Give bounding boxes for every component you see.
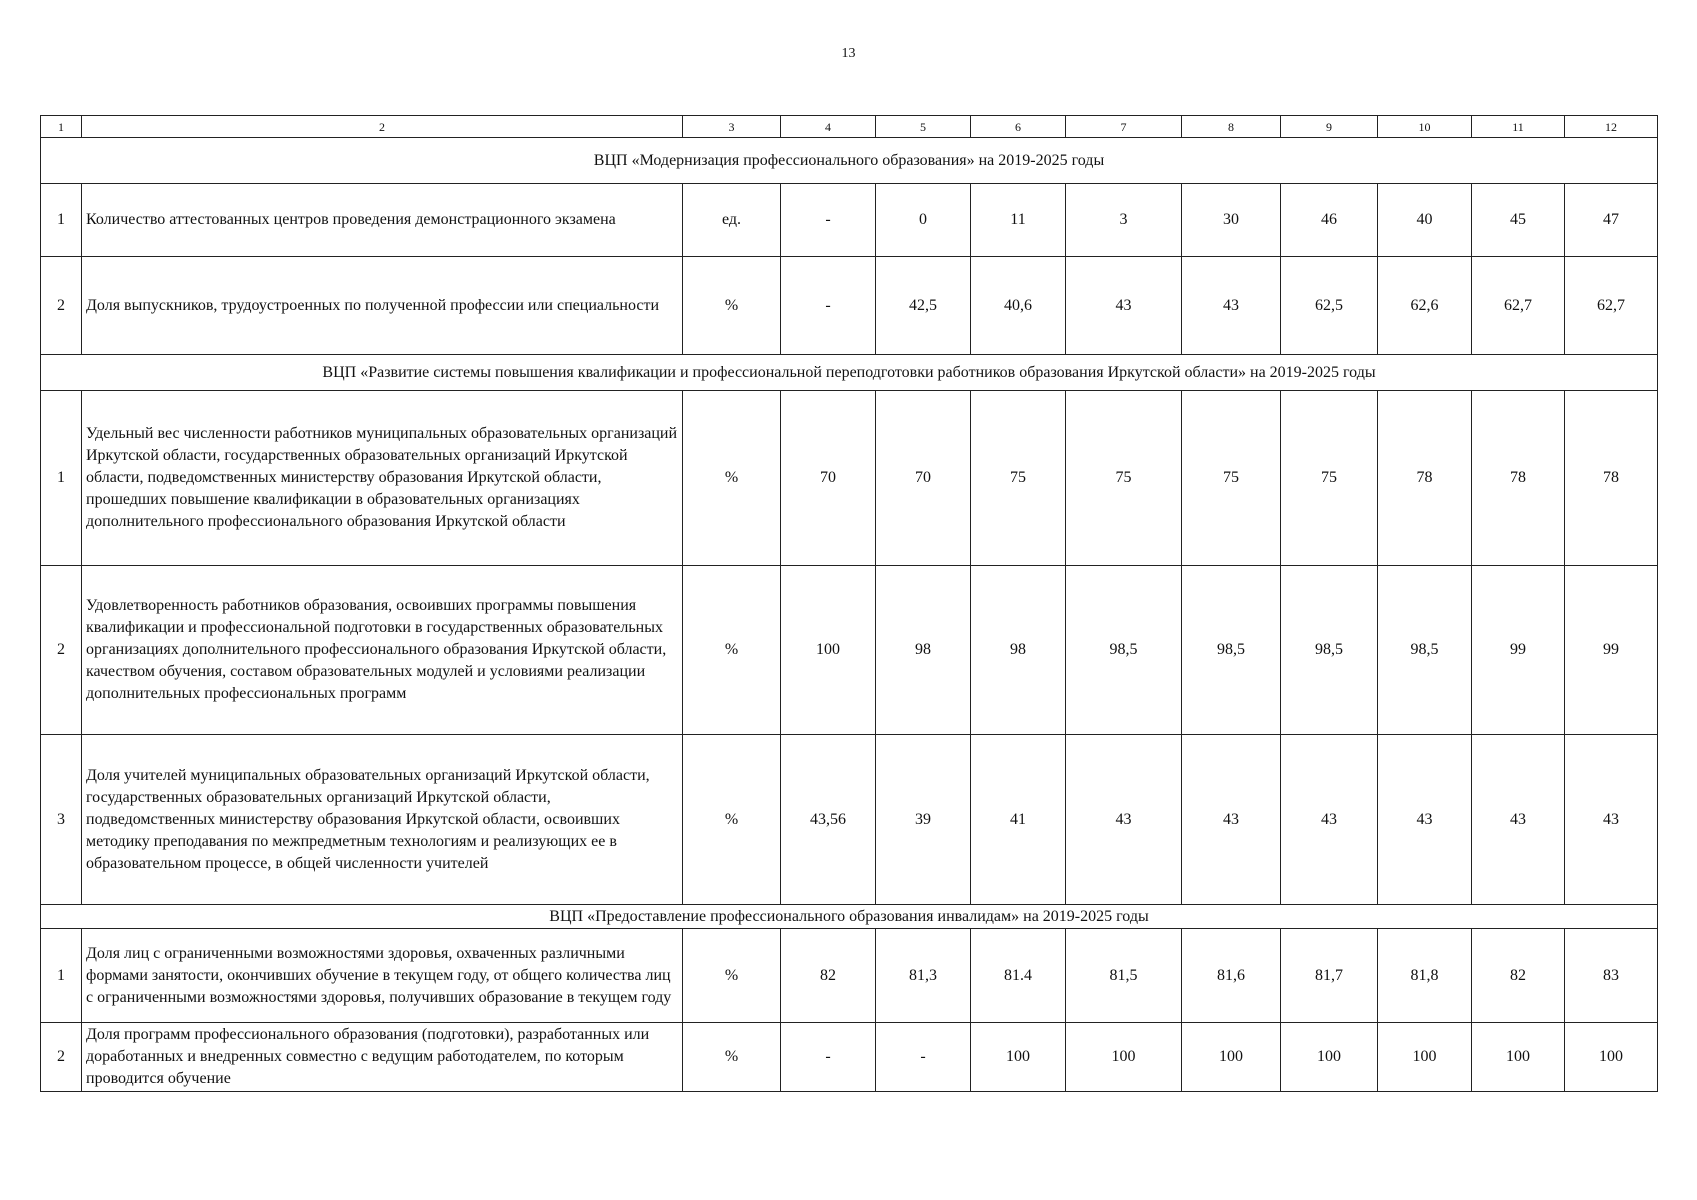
value-cell: 98 xyxy=(876,566,971,735)
value-cell: - xyxy=(781,1023,876,1092)
value-cell: 3 xyxy=(1066,184,1182,257)
table-row xyxy=(41,566,1658,735)
column-header: 6 xyxy=(971,116,1066,138)
value-cell: 62,7 xyxy=(1565,257,1658,355)
value-cell: 78 xyxy=(1378,391,1472,566)
value-cell: 0 xyxy=(876,184,971,257)
unit-cell: % xyxy=(683,1023,781,1092)
value-cell: 100 xyxy=(1565,1023,1658,1092)
indicator-name: Доля программ профессионального образования (подготовки), разработанных или доработанных и внедренных совместно с ведущим работодателем, по которым проводится обучение xyxy=(82,1023,683,1092)
section-title: ВЦП «Развитие системы повышения квалификации и профессиональной переподготовки работников образования Иркутской области» на 2019-2025 годы xyxy=(41,355,1658,391)
value-cell: 100 xyxy=(781,566,876,735)
table-row xyxy=(41,1023,1658,1092)
value-cell: 43 xyxy=(1182,257,1281,355)
column-header: 12 xyxy=(1565,116,1658,138)
value-cell: 99 xyxy=(1472,566,1565,735)
value-cell: 81,5 xyxy=(1066,929,1182,1023)
value-cell: 43 xyxy=(1066,257,1182,355)
indicators-table xyxy=(40,115,1658,1092)
value-cell: 98 xyxy=(971,566,1066,735)
indicator-name: Доля выпускников, трудоустроенных по полученной профессии или специальности xyxy=(82,257,683,355)
value-cell: 81,6 xyxy=(1182,929,1281,1023)
table-row xyxy=(41,391,1658,566)
column-number-row xyxy=(41,116,1658,138)
value-cell: 45 xyxy=(1472,184,1565,257)
value-cell: 42,5 xyxy=(876,257,971,355)
section-title: ВЦП «Модернизация профессионального образования» на 2019-2025 годы xyxy=(41,138,1658,184)
unit-cell: % xyxy=(683,929,781,1023)
value-cell: 98,5 xyxy=(1066,566,1182,735)
column-header: 5 xyxy=(876,116,971,138)
value-cell: 43 xyxy=(1378,735,1472,905)
value-cell: 100 xyxy=(1281,1023,1378,1092)
value-cell: 62,5 xyxy=(1281,257,1378,355)
value-cell: 70 xyxy=(876,391,971,566)
column-header: 2 xyxy=(82,116,683,138)
value-cell: 100 xyxy=(1182,1023,1281,1092)
unit-cell: % xyxy=(683,391,781,566)
column-header: 1 xyxy=(41,116,82,138)
value-cell: 46 xyxy=(1281,184,1378,257)
column-header: 7 xyxy=(1066,116,1182,138)
value-cell: 43 xyxy=(1565,735,1658,905)
value-cell: 62,6 xyxy=(1378,257,1472,355)
row-number: 2 xyxy=(41,1023,82,1092)
value-cell: 81,7 xyxy=(1281,929,1378,1023)
row-number: 2 xyxy=(41,257,82,355)
value-cell: 100 xyxy=(1066,1023,1182,1092)
indicator-name: Удовлетворенность работников образования, освоивших программы повышения квалификации и профессиональной подготовки в государственных образовательных организациях дополнительного профессионального образования Иркутской области, качеством обучения, составом образовательных модулей и условиями реализации дополнительных профессиональных программ xyxy=(82,566,683,735)
value-cell: - xyxy=(781,184,876,257)
value-cell: 78 xyxy=(1565,391,1658,566)
value-cell: 81,8 xyxy=(1378,929,1472,1023)
value-cell: 43 xyxy=(1472,735,1565,905)
value-cell: 39 xyxy=(876,735,971,905)
value-cell: 70 xyxy=(781,391,876,566)
section-header-row xyxy=(41,138,1658,184)
table-row xyxy=(41,184,1658,257)
section-title: ВЦП «Предоставление профессионального образования инвалидам» на 2019-2025 годы xyxy=(41,905,1658,929)
table-row xyxy=(41,257,1658,355)
value-cell: 43 xyxy=(1182,735,1281,905)
value-cell: 43 xyxy=(1066,735,1182,905)
indicator-name: Доля лиц с ограниченными возможностями здоровья, охваченных различными формами занятости, окончивших обучение в текущем году, от общего количества лиц с ограниченными возможностями здоровья, получивших образование в текущем году xyxy=(82,929,683,1023)
value-cell: 30 xyxy=(1182,184,1281,257)
column-header: 10 xyxy=(1378,116,1472,138)
value-cell: 41 xyxy=(971,735,1066,905)
unit-cell: ед. xyxy=(683,184,781,257)
value-cell: 75 xyxy=(1281,391,1378,566)
value-cell: - xyxy=(781,257,876,355)
value-cell: 82 xyxy=(1472,929,1565,1023)
value-cell: 99 xyxy=(1565,566,1658,735)
section-header-row xyxy=(41,905,1658,929)
table-row xyxy=(41,735,1658,905)
table-row xyxy=(41,929,1658,1023)
page-number: 13 xyxy=(841,46,856,61)
value-cell: 98,5 xyxy=(1378,566,1472,735)
column-header: 11 xyxy=(1472,116,1565,138)
value-cell: 43,56 xyxy=(781,735,876,905)
value-cell: 100 xyxy=(1378,1023,1472,1092)
value-cell: - xyxy=(876,1023,971,1092)
value-cell: 81.4 xyxy=(971,929,1066,1023)
value-cell: 43 xyxy=(1281,735,1378,905)
value-cell: 11 xyxy=(971,184,1066,257)
value-cell: 40 xyxy=(1378,184,1472,257)
unit-cell: % xyxy=(683,257,781,355)
row-number: 1 xyxy=(41,929,82,1023)
value-cell: 100 xyxy=(971,1023,1066,1092)
unit-cell: % xyxy=(683,566,781,735)
value-cell: 75 xyxy=(971,391,1066,566)
column-header: 8 xyxy=(1182,116,1281,138)
column-header: 9 xyxy=(1281,116,1378,138)
indicator-name: Удельный вес численности работников муниципальных образовательных организаций Иркутской области, государственных образовательных организаций Иркутской области, подведомственных министерству образования Иркутской области, прошедших повышение квалификации в образовательных организациях дополнительного профессионального образования Иркутской области xyxy=(82,391,683,566)
value-cell: 62,7 xyxy=(1472,257,1565,355)
value-cell: 75 xyxy=(1182,391,1281,566)
indicator-name: Количество аттестованных центров проведения демонстрационного экзамена xyxy=(82,184,683,257)
value-cell: 78 xyxy=(1472,391,1565,566)
value-cell: 98,5 xyxy=(1281,566,1378,735)
value-cell: 83 xyxy=(1565,929,1658,1023)
value-cell: 81,3 xyxy=(876,929,971,1023)
value-cell: 47 xyxy=(1565,184,1658,257)
value-cell: 82 xyxy=(781,929,876,1023)
value-cell: 98,5 xyxy=(1182,566,1281,735)
indicator-name: Доля учителей муниципальных образовательных организаций Иркутской области, государственных образовательных организаций Иркутской области, подведомственных министерству образования Иркутской области, освоивших методику преподавания по межпредметным технологиям и реализующих ее в образовательном процессе, в общей численности учителей xyxy=(82,735,683,905)
row-number: 1 xyxy=(41,184,82,257)
row-number: 1 xyxy=(41,391,82,566)
value-cell: 40,6 xyxy=(971,257,1066,355)
column-header: 3 xyxy=(683,116,781,138)
row-number: 3 xyxy=(41,735,82,905)
value-cell: 100 xyxy=(1472,1023,1565,1092)
unit-cell: % xyxy=(683,735,781,905)
value-cell: 75 xyxy=(1066,391,1182,566)
row-number: 2 xyxy=(41,566,82,735)
column-header: 4 xyxy=(781,116,876,138)
section-header-row xyxy=(41,355,1658,391)
